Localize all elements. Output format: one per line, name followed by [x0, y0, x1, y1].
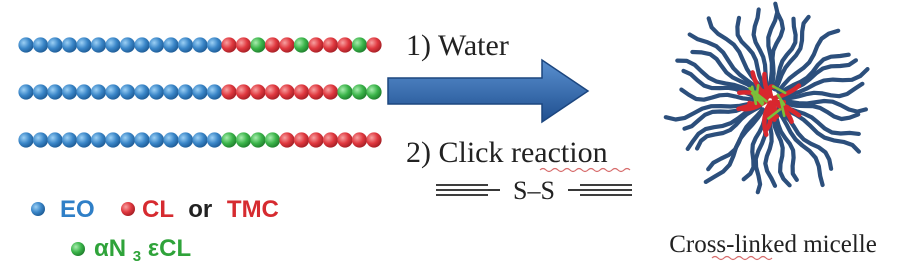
cl-bead [366, 37, 381, 52]
eo-bead [178, 84, 193, 99]
micelle-label [669, 231, 877, 258]
an3ecl-bead [294, 37, 309, 52]
micelle-label-prefix: Cross- [669, 231, 735, 258]
eo-bead [62, 132, 77, 147]
cl-bead [279, 132, 294, 147]
cl-bead [265, 37, 280, 52]
eo-bead [163, 132, 178, 147]
eo-bead [18, 84, 33, 99]
eo-bead [76, 37, 91, 52]
eo-bead [105, 84, 120, 99]
legend-cl-label [142, 196, 279, 223]
eo-bead [192, 132, 207, 147]
cl-bead [279, 37, 294, 52]
eo-bead [149, 37, 164, 52]
eo-bead [134, 84, 149, 99]
eo-bead [178, 132, 193, 147]
cl-bead [236, 84, 251, 99]
eo-bead [134, 37, 149, 52]
micelle [666, 4, 868, 193]
eo-bead [192, 84, 207, 99]
eo-bead [76, 84, 91, 99]
legend-or-text: or [188, 196, 213, 223]
an3ecl-bead [366, 84, 381, 99]
an3ecl-bead [265, 132, 280, 147]
eo-bead [120, 84, 135, 99]
eo-bead [120, 132, 135, 147]
eo-bead [18, 37, 33, 52]
legend-cl-text: CL [142, 196, 174, 223]
legend-cl-bead [121, 202, 135, 216]
cl-bead [323, 132, 338, 147]
eo-bead [62, 84, 77, 99]
cl-bead [337, 37, 352, 52]
cl-bead [352, 132, 367, 147]
polymer-chain [18, 84, 381, 99]
cl-bead [279, 84, 294, 99]
eo-bead [192, 37, 207, 52]
an3ecl-bead [352, 84, 367, 99]
an3ecl-bead [337, 84, 352, 99]
eo-bead [207, 37, 222, 52]
eo-bead [178, 37, 193, 52]
eo-bead [105, 132, 120, 147]
cl-bead [308, 84, 323, 99]
eo-bead [105, 37, 120, 52]
an3ecl-bead [236, 132, 251, 147]
polymer-chain [18, 132, 381, 147]
legend-eo-bead [31, 202, 45, 216]
legend-an3ecl-subscript: 3 [132, 248, 142, 265]
eo-bead [120, 37, 135, 52]
an3ecl-bead [352, 37, 367, 52]
cl-bead [250, 84, 265, 99]
eo-bead [163, 37, 178, 52]
cl-bead [308, 132, 323, 147]
cl-bead [323, 37, 338, 52]
legend-an3ecl-label [94, 235, 191, 266]
eo-bead [207, 132, 222, 147]
linker-ss-label: S–S [513, 176, 555, 205]
eo-bead [33, 132, 48, 147]
eo-bead [18, 132, 33, 147]
step1-label: 1) Water [406, 29, 509, 62]
legend-an3ecl-bead [71, 242, 85, 256]
reaction-arrow [388, 60, 588, 122]
eo-bead [149, 84, 164, 99]
micelle-label-suffix: micelle [796, 231, 877, 258]
eo-bead [163, 84, 178, 99]
eo-bead [76, 132, 91, 147]
cl-bead [236, 37, 251, 52]
eo-bead [134, 132, 149, 147]
legend-an3ecl-prefix: αN [94, 235, 127, 262]
cl-bead [308, 37, 323, 52]
micelle-label-word: linked [734, 231, 797, 258]
eo-bead [207, 84, 222, 99]
cl-bead [221, 37, 236, 52]
legend [31, 196, 279, 266]
step2-word: reaction [511, 136, 608, 169]
eo-bead [47, 37, 62, 52]
step2-label [406, 136, 608, 169]
polymer-chain [18, 37, 381, 52]
eo-bead [33, 37, 48, 52]
eo-bead [91, 132, 106, 147]
cl-bead [265, 84, 280, 99]
reaction-steps [388, 29, 632, 205]
eo-bead [47, 84, 62, 99]
eo-bead [33, 84, 48, 99]
eo-bead [91, 84, 106, 99]
polymer-chains [18, 37, 381, 147]
an3ecl-bead [250, 132, 265, 147]
eo-bead [62, 37, 77, 52]
cl-bead [221, 84, 236, 99]
eo-bead [149, 132, 164, 147]
an3ecl-bead [250, 37, 265, 52]
an3ecl-bead [221, 132, 236, 147]
eo-bead [91, 37, 106, 52]
legend-an3ecl-suffix: εCL [147, 235, 192, 262]
cl-bead [366, 132, 381, 147]
step2-prefix: 2) Click [406, 136, 511, 169]
cl-bead [337, 132, 352, 147]
legend-tmc-text: TMC [226, 196, 279, 223]
cl-bead [323, 84, 338, 99]
legend-eo-label: EO [60, 196, 95, 223]
cl-bead [294, 84, 309, 99]
eo-bead [47, 132, 62, 147]
cl-bead [294, 132, 309, 147]
